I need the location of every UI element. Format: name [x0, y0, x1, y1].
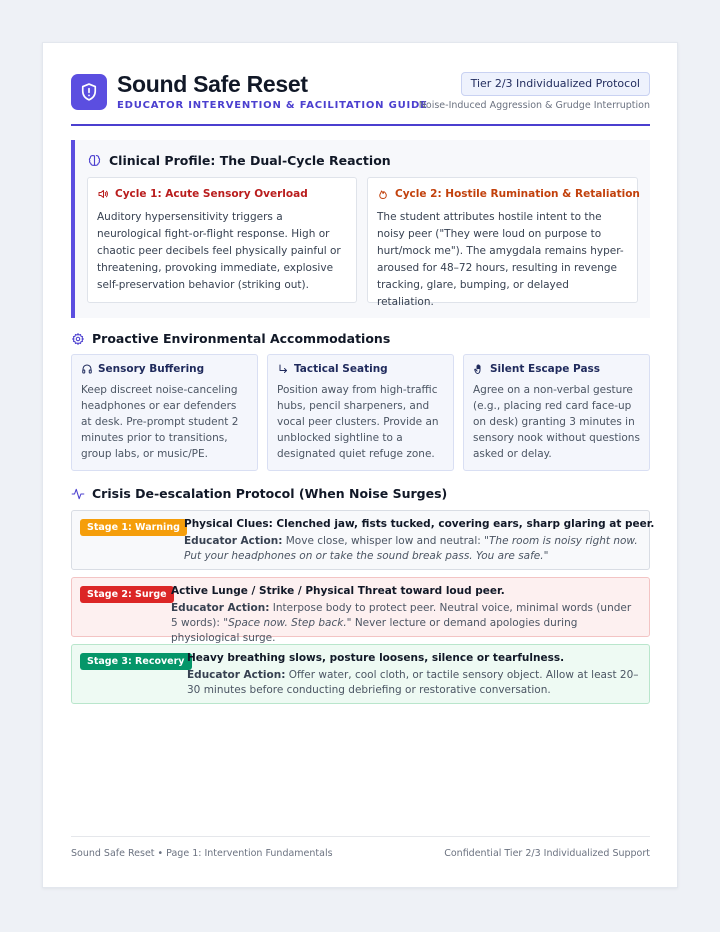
footer-left: Sound Safe Reset • Page 1: Intervention Fundamentals — [71, 848, 333, 859]
stage-recovery-card — [71, 644, 650, 704]
stage-recovery-tag: Stage 3: Recovery — [80, 653, 192, 670]
stage-warning-card — [71, 510, 655, 570]
action-text: Offer water, cool cloth, or tactile sensory object. Allow at least 20–30 minutes before conducting debriefing or restorative conversation. — [187, 669, 639, 696]
cycle-card — [87, 177, 357, 303]
brain-icon — [87, 153, 102, 168]
silent-escape-pass-body: Agree on a non-verbal gesture (e.g., placing red card face-up on desk) granting 3 minutes in sensory nook without questions asked or delay. — [473, 384, 640, 460]
accommodation-card-title — [81, 363, 204, 375]
action-text: Move close, whisper low and neutral: — [282, 535, 485, 547]
protocol-badge: Tier 2/3 Individualized Protocol — [461, 72, 650, 96]
accommodation-card-title — [473, 363, 600, 375]
speaker-icon — [97, 188, 109, 200]
action-text: Interpose body to protect peer. Neutral voice, minimal words (under 5 words): — [171, 602, 632, 629]
accommodation-card — [267, 354, 454, 471]
headphones-icon — [81, 363, 93, 375]
stage-recovery-clue: Heavy breathing slows, posture loosens, silence or tearfulness. — [187, 652, 565, 664]
hand-icon — [473, 363, 485, 375]
flame-icon — [377, 188, 389, 200]
cycle-card-title — [377, 188, 640, 200]
cycle-card — [367, 177, 640, 308]
shield-alert-icon — [71, 74, 107, 110]
accommodations-title: Proactive Environmental Accommodations — [92, 331, 391, 346]
action-quote: "The room is noisy right now. Put your headphones on or take the sound break pass. You are safe." — [184, 535, 638, 562]
header-divider — [71, 124, 650, 126]
action-label: Educator Action: — [171, 602, 270, 614]
cycle-1-title: Cycle 1: Acute Sensory Overload — [115, 188, 308, 200]
document-page — [42, 42, 678, 888]
cycle-2-body: The student attributes hostile intent to the noisy peer ("They were loud on purpose to hurt/mock me"). The amygdala remains hyper-aroused for 48–72 hours, resulting in revenge tracking, glare, bumping, or delayed retaliation. — [377, 211, 624, 308]
accommodation-card — [71, 354, 258, 471]
silent-escape-pass-title: Silent Escape Pass — [490, 363, 601, 375]
document-title: Sound Safe Reset — [117, 71, 308, 97]
sensory-buffering-title: Sensory Buffering — [98, 363, 205, 375]
accommodation-card-title — [277, 363, 388, 375]
stage-surge-action — [171, 601, 641, 646]
action-label: Educator Action: — [184, 535, 283, 547]
arrow-down-right-icon — [277, 363, 289, 375]
document-tagline: Noise-Induced Aggression & Grudge Interruption — [418, 100, 650, 111]
stage-warning-action — [184, 534, 641, 564]
clinical-profile-title: Clinical Profile: The Dual-Cycle Reaction — [109, 153, 391, 168]
accommodation-card — [463, 354, 650, 471]
document-subtitle: EDUCATOR INTERVENTION & FACILITATION GUIDE — [117, 100, 428, 111]
clinical-profile-section — [71, 140, 650, 318]
tactical-seating-title: Tactical Seating — [294, 363, 388, 375]
crisis-heading — [71, 486, 447, 501]
pulse-icon — [71, 487, 85, 501]
gear-icon — [71, 332, 85, 346]
action-quote: "Space now. Step back." — [223, 617, 352, 629]
crisis-title: Crisis De-escalation Protocol (When Noise Surges) — [92, 486, 448, 501]
action-label: Educator Action: — [187, 669, 286, 681]
footer-divider — [71, 836, 650, 837]
stage-recovery-action — [187, 668, 641, 698]
cycle-2-title: Cycle 2: Hostile Rumination & Retaliation — [395, 188, 640, 200]
cycle-card-title — [97, 188, 308, 200]
tactical-seating-body: Position away from high-traffic hubs, pencil sharpeners, and vocal peer clusters. Provide an unblocked sightline to a designated quiet refuge zone. — [277, 384, 439, 460]
stage-surge-clue: Active Lunge / Strike / Physical Threat toward loud peer. — [171, 585, 505, 597]
stage-warning-tag: Stage 1: Warning — [80, 519, 187, 536]
sensory-buffering-body: Keep discreet noise-canceling headphones or ear defenders at desk. Pre-prompt student 2 minutes prior to transitions, group labs, or music/PE. — [81, 384, 239, 460]
accommodations-heading — [71, 331, 390, 346]
stage-surge-tag: Stage 2: Surge — [80, 586, 174, 603]
footer-right: Confidential Tier 2/3 Individualized Support — [444, 848, 650, 859]
cycle-1-body: Auditory hypersensitivity triggers a neurological fight-or-flight response. High or chaotic peer decibels feel physically painful or threatening, provoking immediate, explosive self-preservation behavior (striking out). — [97, 211, 341, 291]
stage-surge-card — [71, 577, 650, 644]
stage-warning-clue: Physical Clues: Clenched jaw, fists tucked, covering ears, sharp glaring at peer. — [184, 518, 655, 530]
clinical-profile-heading — [87, 153, 391, 168]
action-tail: Never lecture or demand apologies during physiological surge. — [171, 617, 578, 644]
